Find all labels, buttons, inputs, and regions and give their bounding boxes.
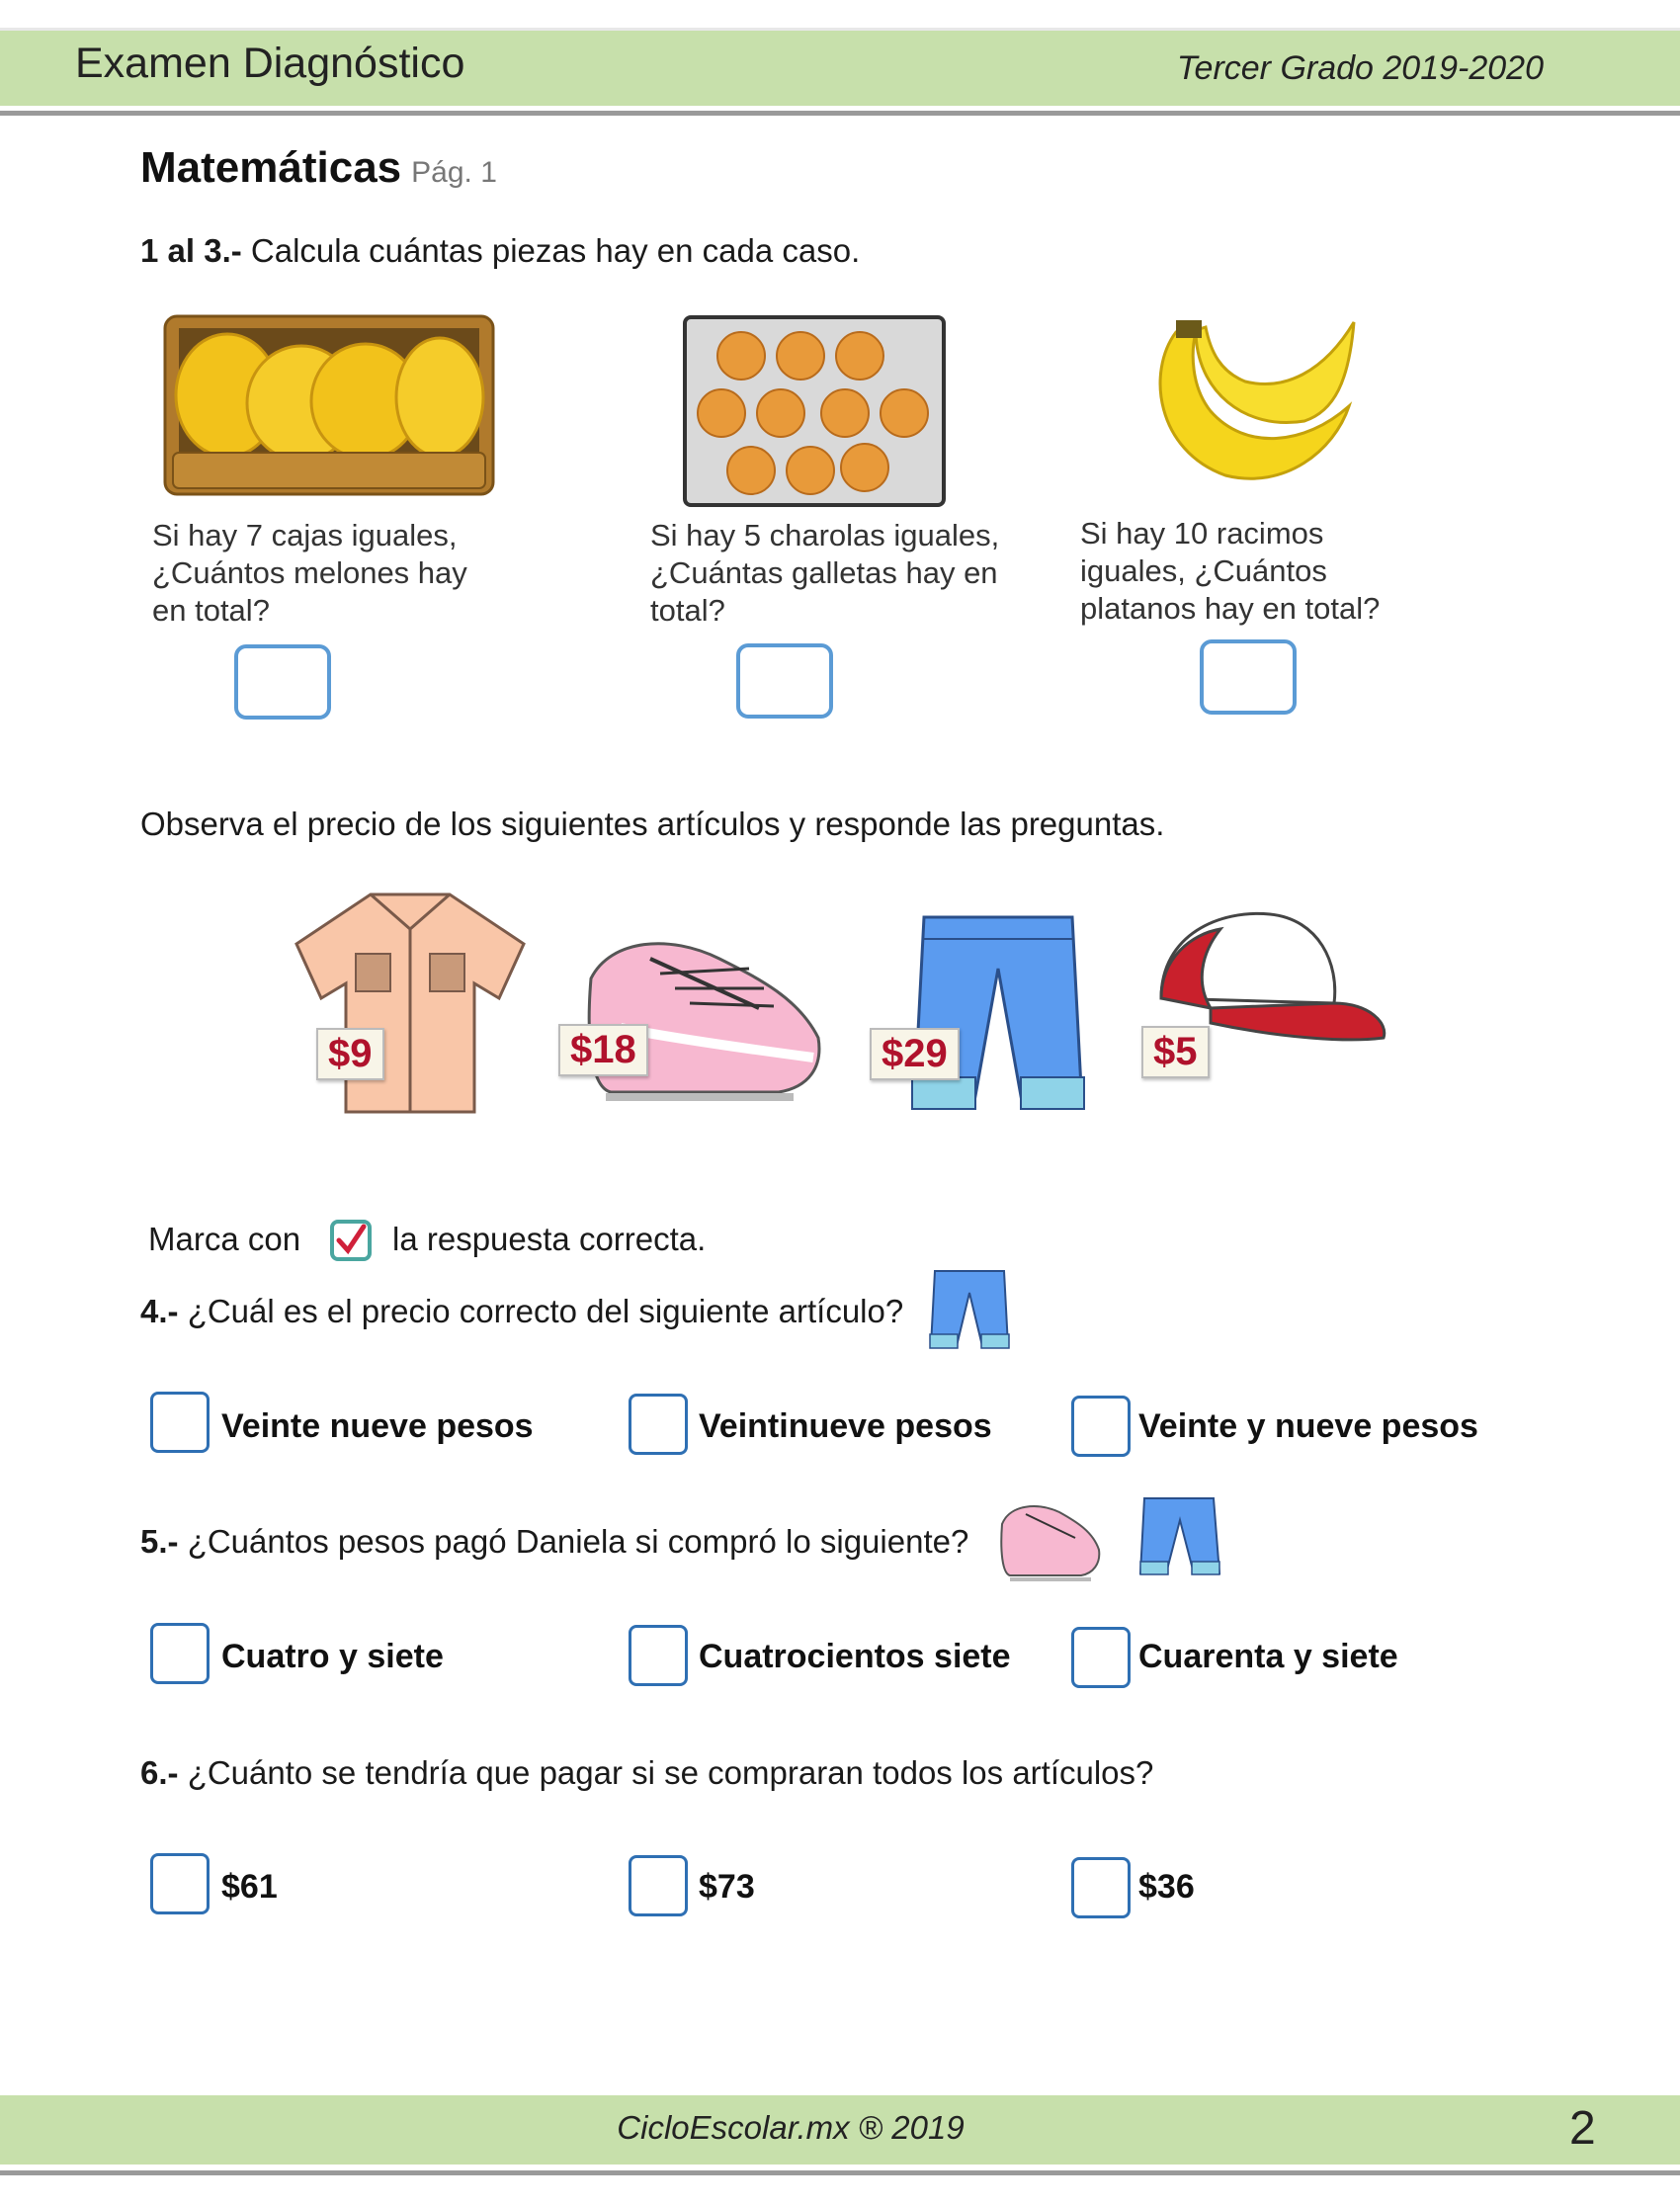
question-5-number: 5.-	[140, 1523, 179, 1560]
question-1-text: Si hay 7 cajas iguales, ¿Cuántos melones hay en total?	[152, 518, 467, 628]
q4-option-1-checkbox[interactable]	[150, 1392, 210, 1453]
q4-option-3-checkbox[interactable]	[1071, 1396, 1131, 1457]
pants-icon	[904, 909, 1092, 1117]
question-3-text: Si hay 10 racimos iguales, ¿Cuántos platanos hay en total?	[1080, 516, 1381, 626]
question-5	[140, 1523, 968, 1561]
section1-number: 1 al 3.-	[140, 232, 242, 269]
answer-box-1[interactable]	[234, 644, 331, 720]
pants-small-icon	[927, 1267, 1012, 1354]
q5-option-3-checkbox[interactable]	[1071, 1627, 1131, 1688]
price-tag-shirt: $9	[316, 1028, 384, 1080]
answer-box-3[interactable]	[1200, 639, 1297, 715]
subject-name: Matemáticas	[140, 143, 402, 192]
q6-option-3-label: $36	[1138, 1868, 1195, 1906]
answer-box-2[interactable]	[736, 643, 833, 719]
subject-page: Pág. 1	[411, 156, 497, 189]
shirt-icon	[287, 885, 534, 1117]
page-number: 2	[1569, 2102, 1596, 2155]
checked-checkbox-icon	[329, 1219, 373, 1262]
q4-option-2-label: Veintinueve pesos	[699, 1407, 992, 1445]
mark-instruction	[148, 1221, 300, 1258]
price-tag-sneakers: $18	[558, 1024, 648, 1076]
q4-option-3-label: Veinte y nueve pesos	[1138, 1407, 1478, 1445]
q4-option-2-checkbox[interactable]	[629, 1394, 688, 1455]
question-4	[140, 1293, 903, 1330]
grade-label: Tercer Grado 2019-2020	[1176, 49, 1544, 87]
question-5-text: ¿Cuántos pesos pagó Daniela si compró lo siguiente?	[187, 1523, 969, 1560]
cookie-tray-icon	[682, 314, 947, 508]
q5-option-3-label: Cuarenta y siete	[1138, 1638, 1398, 1675]
q6-option-3-checkbox[interactable]	[1071, 1857, 1131, 1918]
price-tag-pants: $29	[870, 1028, 960, 1080]
mark-instruction-after: la respuesta correcta.	[392, 1221, 707, 1257]
mark-instruction-before: Marca con	[148, 1221, 301, 1257]
q5-option-1-checkbox[interactable]	[150, 1623, 210, 1684]
melon-box-icon	[163, 314, 495, 498]
question-6-text: ¿Cuánto se tendría que pagar si se compraran todos los artículos?	[187, 1754, 1154, 1791]
price-tag-cap: $5	[1141, 1026, 1210, 1078]
subject-title	[140, 143, 497, 193]
question-6	[140, 1754, 1153, 1792]
question-4-text: ¿Cuál es el precio correcto del siguiente artículo?	[187, 1293, 904, 1329]
section2-instruction: Observa el precio de los siguientes artículos y responde las preguntas.	[140, 806, 1165, 842]
sneakers-icon	[581, 919, 828, 1112]
section1-text: Calcula cuántas piezas hay en cada caso.	[250, 232, 861, 269]
q6-option-1-label: $61	[221, 1868, 278, 1906]
q6-option-2-label: $73	[699, 1868, 755, 1906]
q6-option-1-checkbox[interactable]	[150, 1853, 210, 1914]
question-6-number: 6.-	[140, 1754, 179, 1791]
q4-option-1-label: Veinte nueve pesos	[221, 1407, 534, 1445]
question-4-number: 4.-	[140, 1293, 179, 1329]
pants-small-icon-2	[1134, 1494, 1225, 1579]
sneakers-small-icon	[998, 1494, 1103, 1583]
section1-instruction	[140, 232, 860, 270]
q5-option-1-label: Cuatro y siete	[221, 1638, 444, 1675]
exam-title: Examen Diagnóstico	[75, 40, 465, 87]
footer-brand: CicloEscolar.mx ® 2019	[617, 2109, 965, 2146]
header-divider	[0, 111, 1680, 116]
banana-bunch-icon	[1136, 312, 1364, 490]
q6-option-2-checkbox[interactable]	[629, 1855, 688, 1916]
question-2-text: Si hay 5 charolas iguales, ¿Cuántas galletas hay en total?	[650, 518, 1000, 628]
q5-option-2-label: Cuatrocientos siete	[699, 1638, 1011, 1675]
q5-option-2-checkbox[interactable]	[629, 1625, 688, 1686]
footer-divider	[0, 2170, 1680, 2175]
